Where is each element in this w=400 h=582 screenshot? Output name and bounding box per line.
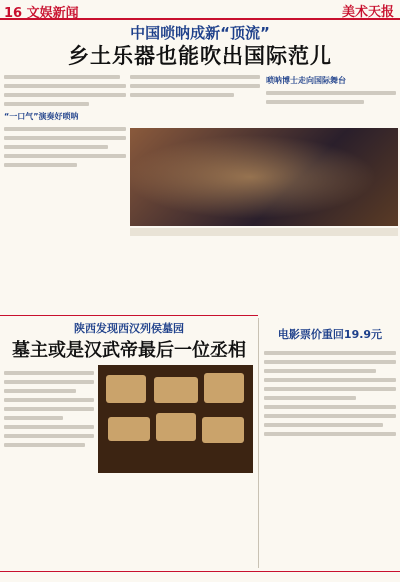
section-rule xyxy=(0,315,258,316)
artifact-photo xyxy=(98,365,253,473)
body-column-4 xyxy=(4,366,94,566)
article-headline: 墓主或是汉武帝最后一位丞相 xyxy=(12,340,246,361)
body-column-3 xyxy=(266,70,396,125)
page-footer xyxy=(0,571,400,582)
concert-photo xyxy=(130,128,398,226)
brand-logo: 美术天报 xyxy=(341,5,394,20)
article-kicker: 陕西发现西汉列侯墓园 xyxy=(74,322,184,335)
masthead-bar xyxy=(0,0,400,20)
sidebar-headline: 电影票价重回19.9元 xyxy=(277,328,383,341)
page-number: 16 文娱新闻 xyxy=(4,6,79,21)
column-divider xyxy=(258,318,259,568)
sidebar-body xyxy=(264,346,396,566)
subhead: 唢呐博士走向国际舞台 xyxy=(266,76,346,85)
body-column-2 xyxy=(130,70,260,125)
article-headline: 乡土乐器也能吹出国际范儿 xyxy=(68,43,332,68)
body-column-1 xyxy=(4,70,126,230)
article-kicker: 中国唢呐成新“顶流” xyxy=(130,24,270,42)
subhead: “一口气”演奏好唢呐 xyxy=(4,112,79,121)
photo-caption xyxy=(130,228,398,236)
